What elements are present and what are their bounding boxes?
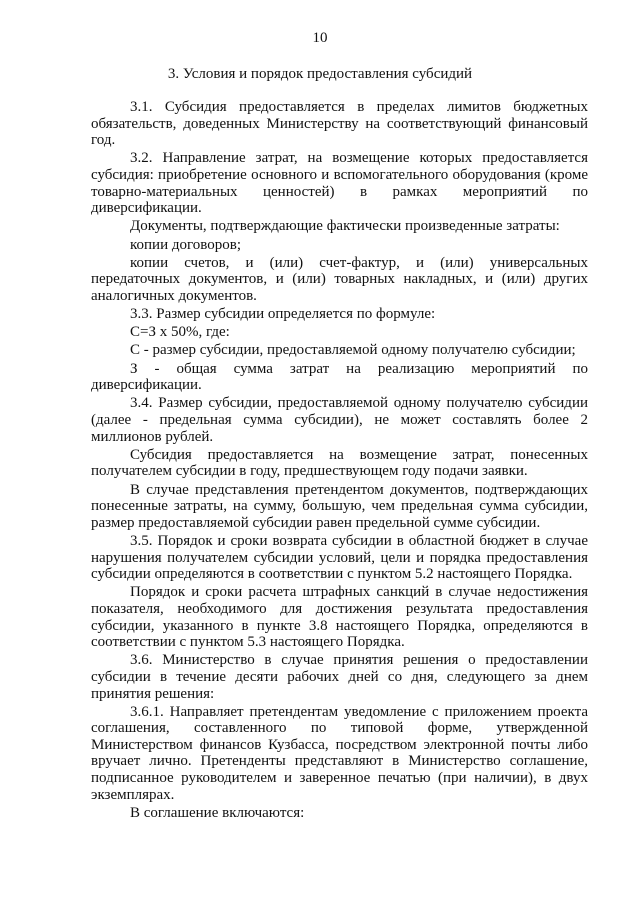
section-title: 3. Условия и порядок предоставления субсидий bbox=[167, 66, 473, 82]
paragraph-penalties: Порядок и сроки расчета штрафных санкций в случае недостижения показателя, необходимого для достижения результата предоставления субсидии, указанного в пункте 3.8 настоящего Порядка, определяются в соответствии с пунктом 5.3 настоящего Порядка. bbox=[91, 584, 588, 651]
formula: С=З х 50%, где: bbox=[130, 324, 230, 341]
paragraph-3-6: 3.6. Министерство в случае принятия решения о предоставлении субсидии в течение десяти рабочих дней со дня, следующего за днем принятия решения: bbox=[91, 652, 588, 702]
formula-definition-z: З - общая сумма затрат на реализацию мероприятий по диверсификации. bbox=[91, 360, 588, 394]
paragraph-subsidy-reimbursement: Субсидия предоставляется на возмещение затрат, понесенных получателем субсидии в году, предшествующем году подачи заявки. bbox=[91, 446, 588, 480]
document-body bbox=[91, 99, 588, 823]
paragraph-agreement-includes: В соглашение включаются: bbox=[130, 804, 305, 821]
list-item-contracts: копии договоров; bbox=[130, 236, 241, 253]
paragraph-3-4: 3.4. Размер субсидии, предоставляемой одному получателю субсидии (далее - предельная сумма субсидии), не может составлять более 2 миллионов рублей. bbox=[91, 395, 588, 445]
page-number: 10 bbox=[312, 30, 328, 46]
paragraph-excess-costs: В случае представления претендентом документов, подтверждающих понесенные затраты, на сумму, большую, чем предельная сумма субсидии, размер предоставляемой субсидии равен предельной сумме субсидии. bbox=[91, 481, 588, 531]
formula-definition-c: С - размер субсидии, предоставляемой одному получателю субсидии; bbox=[130, 342, 576, 359]
paragraph-documents-intro: Документы, подтверждающие фактически произведенные затраты: bbox=[130, 218, 560, 235]
list-item-invoices: копии счетов, и (или) счет-фактур, и (или) универсальных передаточных документов, и (или) товарных накладных, и (или) других аналогичных документов. bbox=[91, 254, 588, 304]
paragraph-3-2: 3.2. Направление затрат, на возмещение которых предоставляется субсидия: приобретение основного и вспомогательного оборудования (кроме товарно-материальных ценностей) в рамках мероприятий по диверсификации. bbox=[91, 150, 588, 217]
paragraph-3-3: 3.3. Размер субсидии определяется по формуле: bbox=[130, 306, 436, 323]
paragraph-3-5: 3.5. Порядок и сроки возврата субсидии в областной бюджет в случае нарушения получателем субсидии условий, цели и порядка предоставления субсидии определяются в соответствии с пунктом 5.2 настоящего Порядка. bbox=[91, 532, 588, 583]
paragraph-3-6-1: 3.6.1. Направляет претендентам уведомление с приложением проекта соглашения, составленного по типовой форме, утвержденной Министерством финансов Кузбасса, посредством электронной почты либо вручает лично. Претенденты представляют в Министерство соглашение, подписанное руководителем и заверенное печатью (при наличии), в двух экземплярах. bbox=[91, 703, 588, 803]
paragraph-3-1: 3.1. Субсидия предоставляется в пределах лимитов бюджетных обязательств, доведенных Министерству на соответствующий финансовый год. bbox=[91, 99, 588, 149]
